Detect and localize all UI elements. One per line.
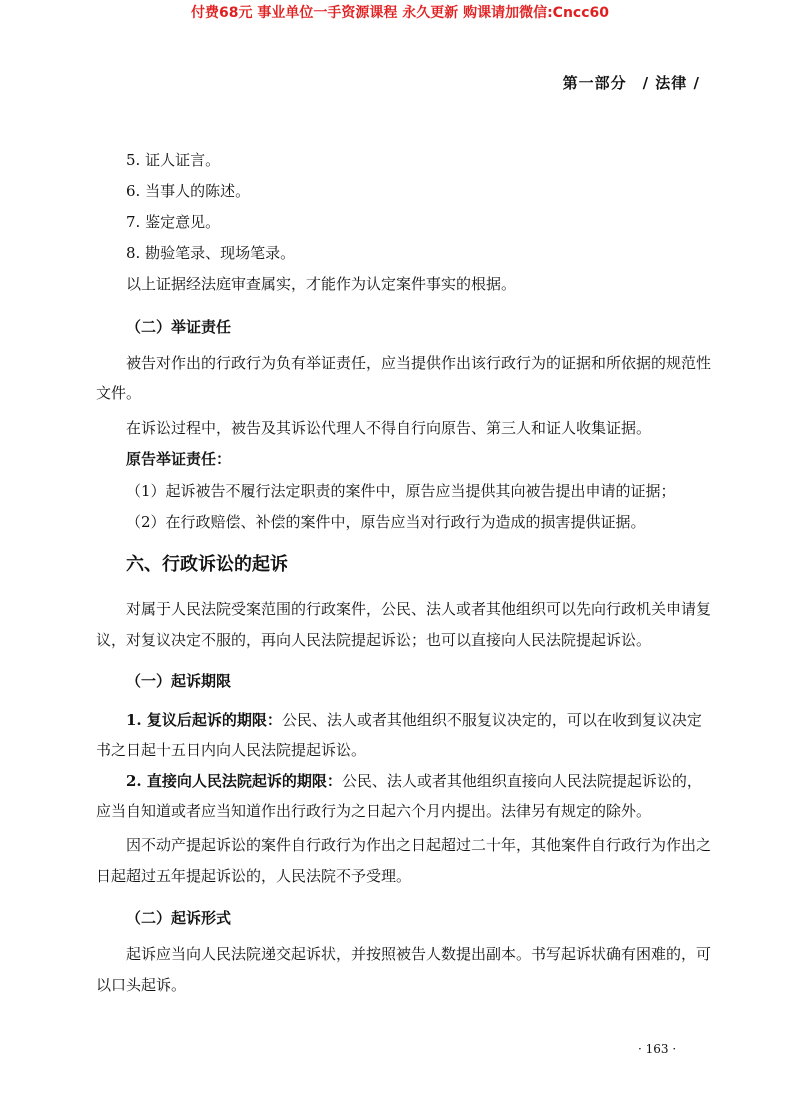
- paragraph: 议，对复议决定不服的，再向人民法院提起诉讼；也可以直接向人民法院提起诉讼。: [96, 631, 652, 649]
- list-item: 6. 当事人的陈述。: [126, 182, 251, 200]
- item-label: 1. 复议后起诉的期限：: [126, 711, 282, 729]
- list-item: 5. 证人证言。: [126, 151, 221, 169]
- paragraph: 在诉讼过程中，被告及其诉讼代理人不得自行向原告、第三人和证人收集证据。: [126, 419, 652, 437]
- paragraph: 起诉应当向人民法院递交起诉状，并按照被告人数提出副本。书写起诉状确有困难的，可: [126, 945, 712, 963]
- page-number: · 163 ·: [638, 1042, 677, 1056]
- list-item: （2）在行政赔偿、补偿的案件中，原告应当对行政行为造成的损害提供证据。: [126, 513, 646, 531]
- watermark-banner: 付费68元 事业单位一手资源课程 永久更新 购课请加微信:Cncc60: [190, 5, 610, 21]
- item-text: 公民、法人或者其他组织不服复议决定的，可以在收到复议决定: [281, 711, 702, 729]
- item-label: 2. 直接向人民法院起诉的期限：: [126, 772, 342, 790]
- subsection-heading: （一）起诉期限: [126, 672, 232, 690]
- list-item: 7. 鉴定意见。: [126, 213, 221, 231]
- section-heading: 六、行政诉讼的起诉: [126, 554, 288, 575]
- paragraph: 因不动产提起诉讼的案件自行政行为作出之日起超过二十年，其他案件自行政行为作出之: [126, 836, 712, 854]
- paragraph: 以上证据经法庭审查属实，才能作为认定案件事实的根据。: [126, 275, 517, 293]
- list-item: [126, 771, 702, 791]
- paragraph: 对属于人民法院受案范围的行政案件，公民、法人或者其他组织可以先向行政机关申请复: [126, 600, 712, 618]
- running-head: 第一部分 / 法律 /: [562, 74, 700, 92]
- paragraph: 日起超过五年提起诉讼的，人民法院不予受理。: [96, 867, 412, 885]
- paragraph: 文件。: [96, 384, 142, 402]
- paragraph: 以口头起诉。: [96, 976, 187, 994]
- paragraph: 被告对作出的行政行为负有举证责任，应当提供作出该行政行为的证据和所依据的规范性: [126, 354, 712, 372]
- subsection-heading: （二）起诉形式: [126, 909, 232, 927]
- paragraph: 应当自知道或者应当知道作出行政行为之日起六个月内提出。法律另有规定的除外。: [96, 802, 652, 820]
- paragraph: 书之日起十五日内向人民法院提起诉讼。: [96, 741, 367, 759]
- subheading: 原告举证责任：: [126, 450, 232, 468]
- subsection-heading: （二）举证责任: [126, 318, 232, 336]
- list-item: 8. 勘验笔录、现场笔录。: [126, 244, 296, 262]
- item-text: 公民、法人或者其他组织直接向人民法院提起诉讼的，: [341, 772, 702, 790]
- list-item: [126, 710, 702, 730]
- list-item: （1）起诉被告不履行法定职责的案件中，原告应当提供其向被告提出申请的证据；: [126, 482, 676, 500]
